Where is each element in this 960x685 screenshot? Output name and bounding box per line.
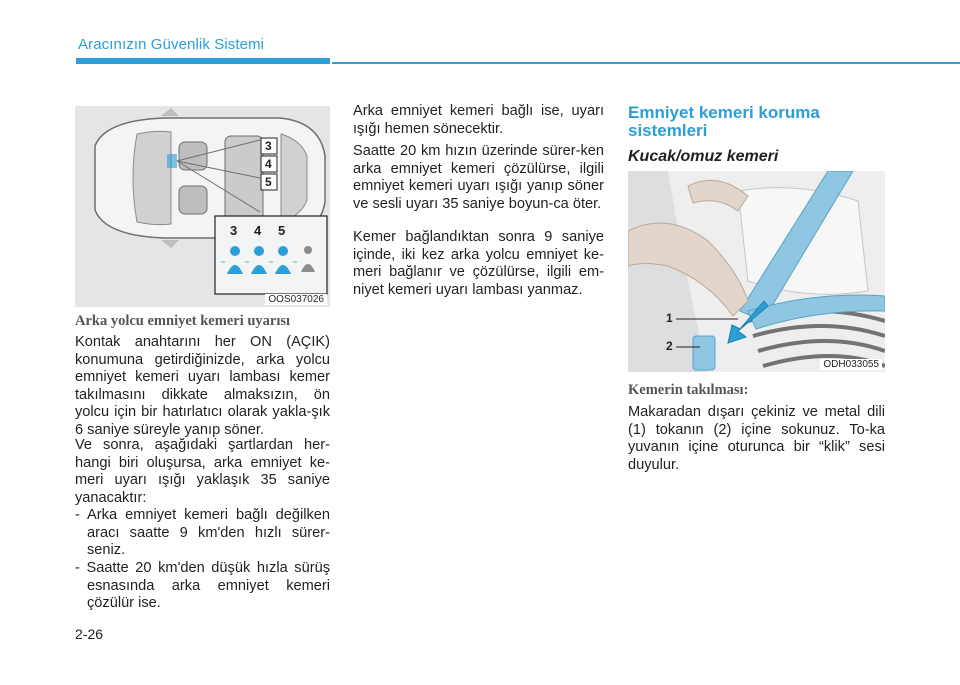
fastening-paragraph: Makaradan dışarı çekiniz ve metal dili (1) tokanın (2) içine sokunuz. To-ka yuvanın içine oturunca bir “klik” sesi duyulur. — [628, 404, 885, 473]
seatbelt-fastening-figure — [628, 171, 885, 372]
protection-heading-line2: sistemleri — [628, 121, 708, 140]
callout-2: 2 — [666, 339, 673, 353]
seat-number-3: 3 — [265, 139, 272, 153]
left-bullet-1: - Arka emniyet kemeri bağlı değilken aracı saatte 9 km'den hızlı sürer-seniz. — [75, 507, 330, 559]
section-title: Aracınızın Güvenlik Sistemi — [78, 36, 265, 53]
car-top-view-illustration — [75, 106, 330, 307]
middle-paragraph-2: Saatte 20 km hızın üzerinde sürer-ken arka emniyet kemeri çözülürse, ilgili emniyet kemeri uyarı ışığı yanıp söner ve sesli uyarı 35 saniye boyun-ca öter. — [353, 143, 604, 212]
protection-heading-line1: Emniyet kemeri koruma — [628, 103, 820, 122]
figure-code: OOS037026 — [265, 294, 327, 305]
middle-paragraph-3: Kemer bağlandıktan sonra 9 saniye içinde, iki kez arka yolcu emniyet ke-meri bağlanır ve çözülürse, ilgili em-niyet kemeri uyarı lambası yanmaz. — [353, 229, 604, 298]
lap-shoulder-subheading: Kucak/omuz kemeri — [628, 148, 779, 165]
seat-number-4: 4 — [265, 157, 272, 171]
callout-1: 1 — [666, 311, 673, 325]
indicator-number-5: 5 — [278, 223, 286, 238]
left-paragraph-1: Kontak anahtarını her ON (AÇIK) konumuna getirdiğinizde, arka yolcu emniyet kemeri uyarı lambası kemer takılmasını dikkate almaksızın, ön yolcu için bir hatırlatıcı olarak yakla-şık 6 saniye süreyle yanıp söner. — [75, 334, 330, 438]
seat-number-5: 5 — [265, 175, 272, 189]
header-accent-bar — [76, 58, 330, 64]
figure-code: ODH033055 — [820, 359, 882, 370]
middle-paragraph-1: Arka emniyet kemeri bağlı ise, uyarı ışığı hemen sönecektir. — [353, 103, 604, 137]
rear-warning-heading: Arka yolcu emniyet kemeri uyarısı — [75, 313, 291, 329]
header-rule — [332, 62, 960, 64]
left-paragraph-2: Ve sonra, aşağıdaki şartlardan her-hangi biri oluşursa, arka emniyet ke-meri uyarı ışığı yaklaşık 35 saniye yanacaktır: — [75, 437, 330, 506]
left-bullet-2: - Saatte 20 km'den düşük hızla sürüş esnasında arka emniyet kemeri çözülür ise. — [75, 560, 330, 612]
indicator-number-3: 3 — [230, 223, 238, 238]
rear-seatbelt-figure — [75, 106, 330, 307]
page-number: 2-26 — [75, 626, 104, 642]
fastening-heading: Kemerin takılması: — [628, 382, 749, 398]
indicator-number-4: 4 — [254, 223, 262, 238]
